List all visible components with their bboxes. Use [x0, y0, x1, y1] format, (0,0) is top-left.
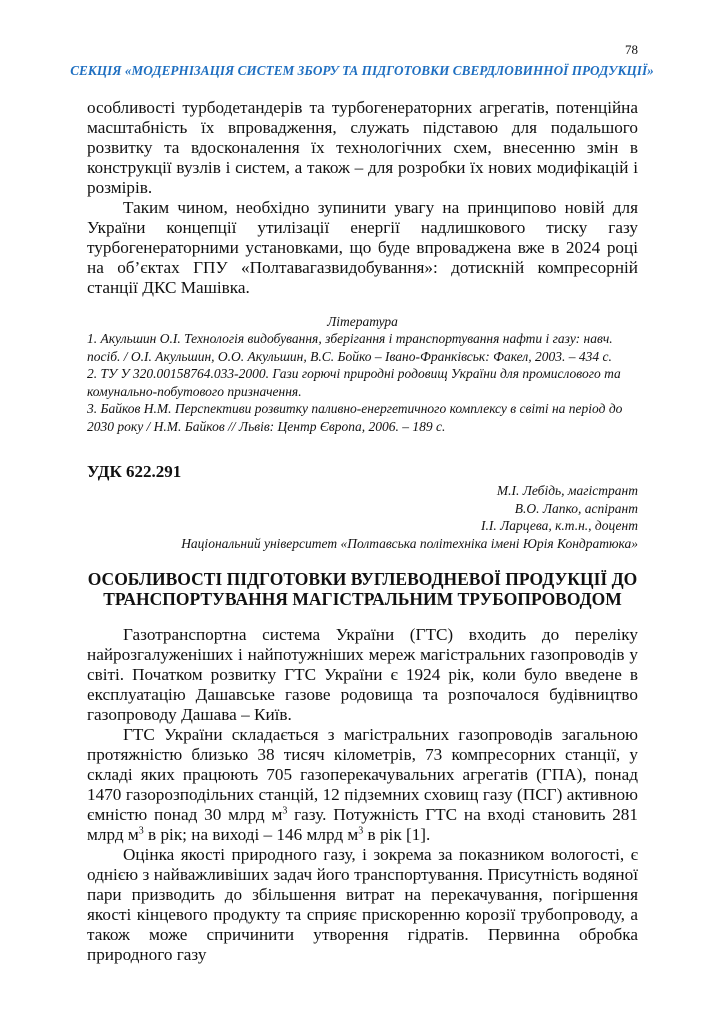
author: М.І. Лебідь, магістрант: [496, 483, 638, 498]
page-number: 78: [625, 42, 638, 57]
previous-article-body: [87, 98, 638, 298]
paragraph: особливості турбодетандерів та турбогенераторних агрегатів, потенційна масштабність їх впровадження, служать підставою для подальшого розвитку та вдосконалення їх технологічних схем, внесенню змін в конструкції вузлів і систем, а також – для розробки їх нових модифікацій і розмірів.: [87, 98, 638, 197]
reference-item: 1. Акульшин О.І. Технологія видобування, зберігання і транспортування нафти і газу: навч. посіб. / О.І. Акульшин, О.О. Акульшин, В.С. Бойко – Івано-Франківськ: Факел, 2003. – 434 с.: [87, 331, 613, 364]
title-line: ТРАНСПОРТУВАННЯ МАГІСТРАЛЬНИМ ТРУБОПРОВОДОМ: [103, 589, 622, 609]
references-title: Література: [327, 314, 398, 329]
superscript: 3: [138, 825, 144, 837]
text: в рік; на виході – 146 млрд м: [143, 825, 359, 844]
title-line: ОСОБЛИВОСТІ ПІДГОТОВКИ ВУГЛЕВОДНЕВОЇ ПРОДУКЦІЇ ДО: [87, 569, 638, 589]
text: газу. Потужність ГТС на вході становить 281 млрд м: [87, 805, 638, 844]
author: В.О. Лапко, аспірант: [514, 500, 638, 516]
text: ГТС України складається з магістральних газопроводів загальною протяжністю близько 38 тисяч кілометрів, 73 компресорних станції, у складі яких працюють 705 газоперекачувальних агрегатів (ГПА), понад 1470 газорозподільних станцій, 12 підземних сховищ газу (ПСГ) активною ємністю понад 30 млрд м: [87, 725, 638, 824]
article-title: [87, 569, 638, 609]
paragraph: Газотранспортна система України (ГТС) входить до переліку найрозгалуженіших і найпотужніших мереж магістральних газопроводів у світі. Початком розвитку ГТС України є 1924 рік, коли було введене в експлуатацію Дашавське газове родовища та розпочалося будівництво газопроводу Дашава – Київ.: [87, 625, 638, 724]
paragraph: Оцінка якості природного газу, і зокрема за показником вологості, є однією з найважливіших задач його транспортування. Присутність водяної пари призводить до збільшення витрат на перекачування, погіршення якості кінцевого продукту та сприяє прискоренню корозії трубопроводу, а також може спричинити утворення гідратів. Первинна обробка природного газу: [87, 845, 638, 964]
superscript: 3: [358, 825, 364, 837]
author: І.І. Ларцева, к.т.н., доцент: [480, 518, 638, 533]
article-body: [87, 625, 638, 965]
superscript: 3: [282, 805, 288, 817]
paragraph: [87, 725, 638, 845]
section-header: СЕКЦІЯ «МОДЕРНІЗАЦІЯ СИСТЕМ ЗБОРУ ТА ПІДГОТОВКИ СВЕРДЛОВИННОЇ ПРОДУКЦІЇ»: [70, 63, 654, 78]
affiliation: Національний університет «Полтавська політехніка імені Юрія Кондратюка»: [181, 535, 638, 551]
paragraph: Таким чином, необхідно зупинити увагу на принципово новій для України концепції утилізації енергії надлишкового тиску газу турбогенераторними установками, що буде впроваджена вже в 2024 році на об’єктах ГПУ «Полтавагазвидобування»: дотискній компресорній станції ДКС Машівка.: [87, 198, 638, 297]
references: [87, 313, 638, 435]
reference-item: 2. ТУ У 320.00158764.033-2000. Гази горючі природні родовищ України для промислового та комунально-побутового призначення.: [87, 366, 621, 399]
article-header: [87, 462, 638, 552]
text: в рік [1].: [363, 825, 431, 844]
reference-item: 3. Байков Н.М. Перспективи розвитку паливно-енергетичного комплексу в світі на період до 2030 року / Н.М. Байков // Львів: Центр Європа, 2006. – 189 с.: [87, 401, 623, 434]
udk-code: УДК 622.291: [87, 462, 182, 481]
